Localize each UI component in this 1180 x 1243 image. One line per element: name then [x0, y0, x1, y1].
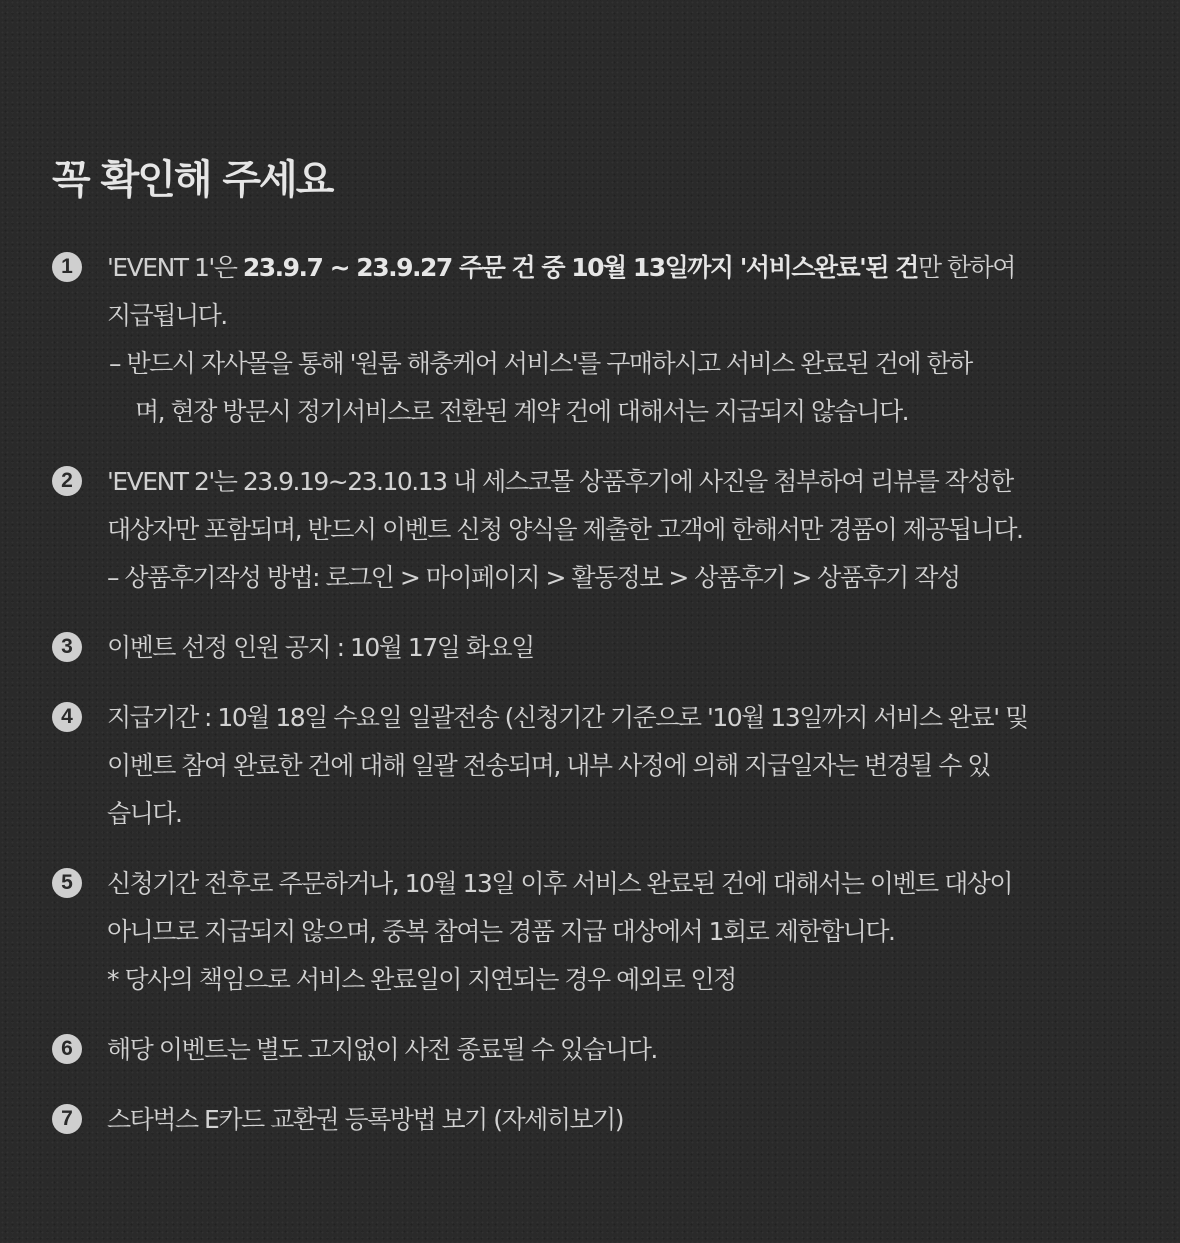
notice-text: 'EVENT 1'은 — [107, 253, 243, 282]
notice-line: 신청기간 전후로 주문하거나, 10월 13일 이후 서비스 완료된 건에 대해서는 이벤트 대상이 — [107, 869, 1013, 898]
notice-text: 만 한하여 — [917, 253, 1015, 282]
notice-line: 습니다. — [107, 799, 182, 828]
notice-line: 이벤트 참여 완료한 건에 대해 일괄 전송되며, 내부 사정에 의해 지급일자는 변경될 수 있 — [107, 751, 991, 780]
notice-line: 대상자만 포함되며, 반드시 이벤트 신청 양식을 제출한 고객에 한해서만 경품이 제공됩니다. — [107, 515, 1023, 544]
notice-item-7 — [52, 1096, 1130, 1144]
notice-item-2 — [52, 458, 1130, 602]
notice-body — [107, 694, 1130, 838]
ecard-guide-link[interactable]: 스타벅스 E카드 교환권 등록방법 보기 (자세히보기) — [107, 1105, 624, 1134]
notice-item-6 — [52, 1026, 1130, 1074]
notice-item-3 — [52, 624, 1130, 672]
notice-line: 해당 이벤트는 별도 고지없이 사전 종료될 수 있습니다. — [107, 1035, 657, 1064]
notice-item-1 — [52, 244, 1130, 436]
notice-sub-line: 며, 현장 방문시 정기서비스로 전환된 계약 건에 대해서는 지급되지 않습니다. — [135, 397, 909, 426]
notice-body — [107, 458, 1130, 602]
notice-footnote: * 당사의 책임으로 서비스 완료일이 지연되는 경우 예외로 인정 — [107, 965, 736, 994]
number-badge: 5 — [52, 868, 82, 898]
notice-body — [107, 1026, 1130, 1074]
page-title: 꼭 확인해 주세요 — [52, 157, 333, 203]
number-badge: 6 — [52, 1034, 82, 1064]
notice-body — [107, 244, 1130, 436]
notice-body — [107, 1096, 1130, 1144]
number-badge: 7 — [52, 1104, 82, 1134]
number-badge: 2 — [52, 466, 82, 496]
notice-line: 지급기간 : 10월 18일 수요일 일괄전송 (신청기간 기준으로 '10월 13일까지 서비스 완료' 및 — [107, 703, 1028, 732]
notice-body — [107, 860, 1130, 1004]
notice-line: 아니므로 지급되지 않으며, 중복 참여는 경품 지급 대상에서 1회로 제한합니다. — [107, 917, 895, 946]
notice-line: 지급됩니다. — [107, 301, 227, 330]
notice-body — [107, 624, 1130, 672]
notice-item-4 — [52, 694, 1130, 838]
number-badge: 1 — [52, 252, 82, 282]
notice-sub-line: – 상품후기작성 방법: 로그인 > 마이페이지 > 활동정보 > 상품후기 > 상품후기 작성 — [107, 563, 960, 592]
notice-line: 이벤트 선정 인원 공지 : 10월 17일 화요일 — [107, 633, 534, 662]
notice-item-5 — [52, 860, 1130, 1004]
notice-sub-line: – 반드시 자사몰을 통해 '원룸 해충케어 서비스'를 구매하시고 서비스 완료된 건에 한하 — [109, 349, 972, 378]
notice-emphasis: 23.9.7 ~ 23.9.27 주문 건 중 10월 13일까지 '서비스완료'된 건 — [242, 253, 918, 282]
notice-line — [107, 244, 1130, 292]
notice-line: 'EVENT 2'는 23.9.19~23.10.13 내 세스코몰 상품후기에 사진을 첨부하여 리뷰를 작성한 — [107, 467, 1013, 496]
number-badge: 4 — [52, 702, 82, 732]
number-badge: 3 — [52, 632, 82, 662]
